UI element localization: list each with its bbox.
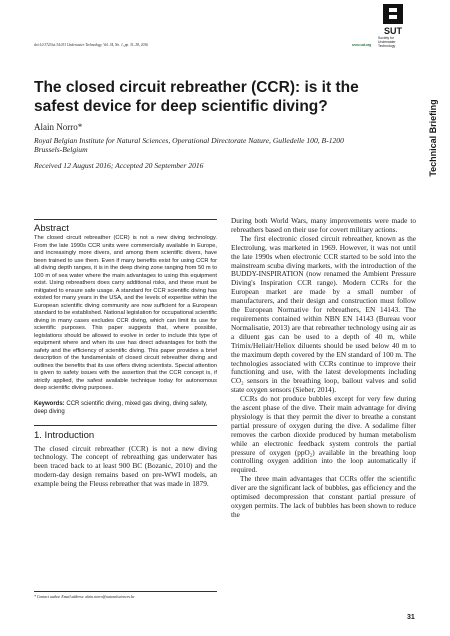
article-title: The closed circuit rebreather (CCR): is it the safest device for deep scientific diving? <box>34 79 359 115</box>
right-column <box>231 217 416 520</box>
keywords <box>34 400 217 416</box>
logo-subtitle: Society for Underwater Technology <box>378 36 396 48</box>
paragraph: The three main advantages that CCRs offer the scientific diver are the significant lack of bubbles, gas efficiency and the optimised decompression that constant partial pressure of oxygen permits. The lack of bubbles has been shown to reduce the <box>231 474 416 519</box>
website-link[interactable]: www.sut.org <box>352 43 372 47</box>
sut-logo <box>375 4 411 52</box>
author-name: Alain Norro* <box>34 122 83 132</box>
received-dates: Received 12 August 2016; Accepted 20 September 2016 <box>34 161 204 170</box>
sut-logo-icon <box>383 4 403 24</box>
page-number: 31 <box>407 614 415 621</box>
paragraph: The first electronic closed circuit rebreather, known as the Electrolung, was marketed in 1969. However, it was not until the late 1990s when electronic CCR started to be sold into the mainstream scuba diving markets, with the introduction of the BUDDY-INSPIRATION (now renamed the Ambient Pressure Diving's Inspiration CCR range). Modern CCRs for the European market are made by a small number of manufacturers, and their design and construction must follow the European Normative for rebreathers, EN 14143. The requirements contained within NBN EN 14143 (Bureau voor Normalisatie, 2013) are that rebreather technology using air as a diluent gas can be used to a depth of 40 m, while Trimix/Heliair/Heliox diluents should be used below 40 m to the maximum depth covered by the EN standard of 100 m. The technologies associated with CCRs continue to improve their functioning and use, with the latest developments including CO₂ sensors in the breathing loop, bailout valves and solid state oxygen sensors (Sieber, 2014). <box>231 233 416 395</box>
abstract-heading: Abstract <box>34 219 217 234</box>
left-column <box>34 219 217 489</box>
keywords-label: Keywords: <box>34 400 65 407</box>
journal-citation: doi:10.3723/ut.34.031 Underwater Technology, Vol. 34, No. 1, pp. 31–38, 2016 <box>34 43 148 47</box>
footnote: * Contact author. Email address: alain.norro@naturalsciences.be <box>34 591 217 599</box>
introduction-heading: 1. Introduction <box>34 425 217 441</box>
author-affiliation: Royal Belgian Institute for Natural Sciences, Operational Directorate Nature, Gulledelle 100, B-1200 Brussels-Belgium <box>34 136 344 154</box>
keywords-text: CCR scientific diving, mixed gas diving, diving safety, deep diving <box>34 400 208 415</box>
abstract-text: The closed circuit rebreather (CCR) is not a new diving technology. From the late 1990s CCR units were commercially available in Europe, and increasingly more divers, and among them scientific divers, have been trained to use them. Even if many benefits exist for using CCR for all diving depth ranges, it is in the deep diving zone ranging from 50 m to 100 m of sea water where the main advantages to using this equipment exist. Using rebreathers does carry additional risks, and these must be mitigated to ensure safe usage. A standard for CCR scientific diving has existed for many years in the USA, and the levels of expertise within the European scientific diving community are now sufficient for a European standard to be established. National legislation for occupational scientific diving in many cases excludes CCR diving, which can limit its use for scientific purposes. This paper suggests that, where possible, legislations should be allowed to evolve in order to include this type of equipment where and when its use has direct advantages for both the safety and the efficiency of scientific diving. This paper provides a brief description of the fundamentals of closed circuit rebreather diving and outlines the benefits that its use offers diving scientists. Special attention is given to safety issues with the assertion that the CCR concept is, if strictly applied, the safest available technique today for autonomous deep scientific diving purposes. <box>34 235 217 391</box>
section-label: Technical Briefing <box>428 99 438 177</box>
paragraph: CCRs do not produce bubbles except for very few during the ascent phase of the dive. Their main advantage for diving physiology is that they permit the diver to breathe a constant partial pressure of oxygen during the dive. A sodalime filter removes the carbon dioxide produced by human metabolism while an electronic feedback system controls the partial pressure of oxygen (ppO₂) available in the breathing loop controlling oxygen addition into the loop automatically if required. <box>231 394 416 475</box>
introduction-text: The closed circuit rebreather (CCR) is not a new diving technology. The concept of rebreathing gas underwater has been traced back to at least 900 BC (Bozanic, 2010) and the modern-day design remains based on pre-WWI models, an example being the Fleuss rebreather that was made in 1879. <box>34 443 217 489</box>
logo-name: SUT <box>384 26 402 36</box>
section-sidebar <box>427 48 439 218</box>
paragraph: During both World Wars, many improvements were made to rebreathers based on their use for covert military actions. <box>231 216 416 234</box>
